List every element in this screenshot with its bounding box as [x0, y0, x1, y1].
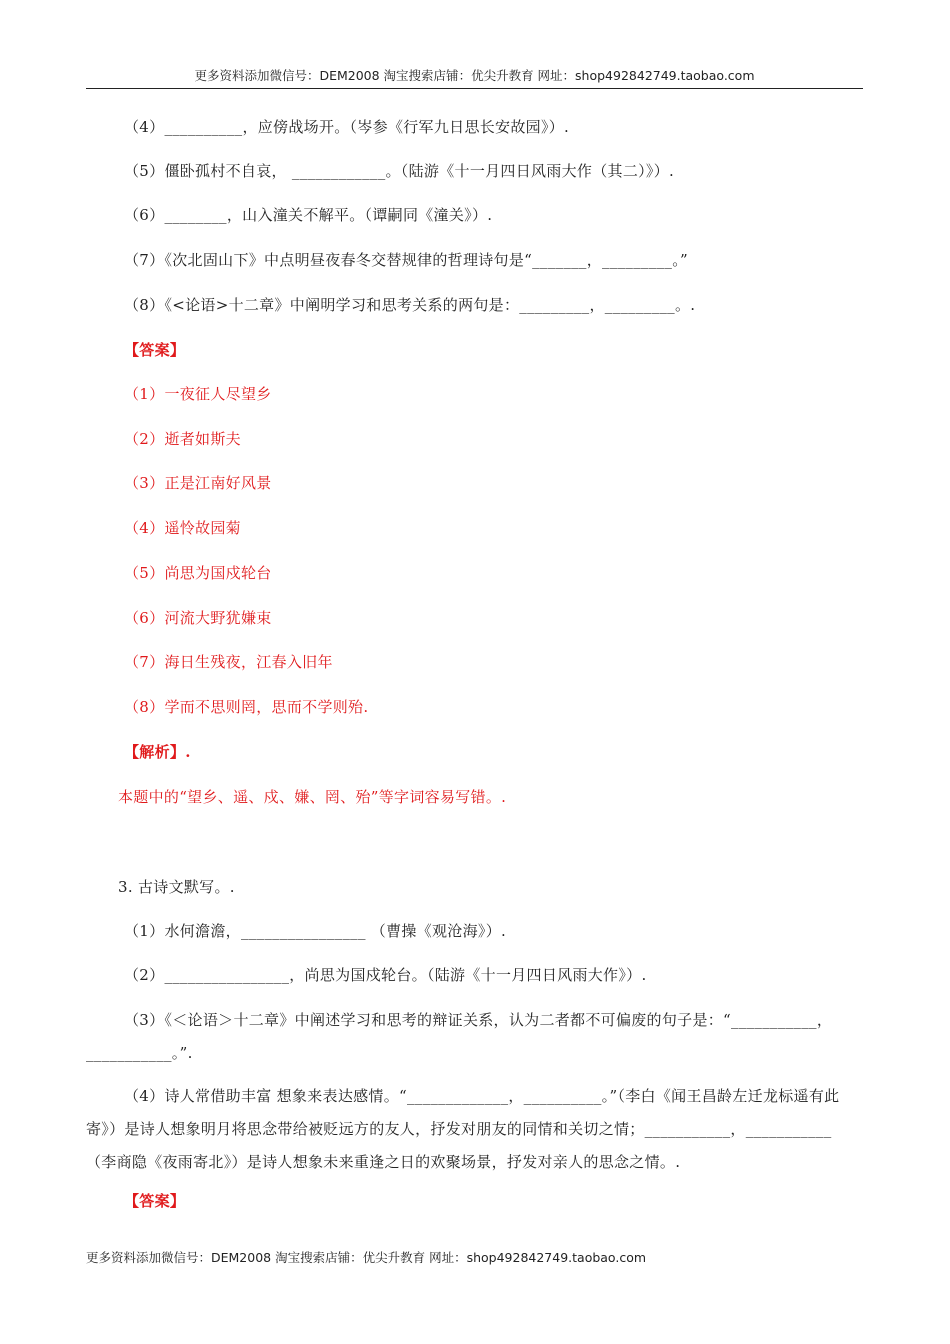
- answer-5: （5）尚思为国戍轮台: [124, 564, 272, 582]
- question-5: （5）僵卧孤村不自哀， ____________。（陆游《十一月四日风雨大作（其二）》）.: [124, 162, 675, 180]
- analysis-label: 【解析】.: [124, 743, 191, 761]
- answer-7: （7）海日生残夜，江春入旧年: [124, 653, 333, 671]
- answer-6: （6）河流大野犹嫌束: [124, 609, 272, 627]
- page-footer: 更多资料添加微信号：DEM2008 淘宝搜索店铺：优尖升教育 网址：shop492842749.taobao.com: [86, 1250, 647, 1265]
- answer-8: （8）学而不思则罔，思而不学则殆.: [124, 698, 369, 716]
- q3-item-1: （1）水何澹澹，________________ （曹操《观沧海》）.: [124, 922, 507, 940]
- question-6: （6）________，山入潼关不解平。（谭嗣同《潼关》）.: [124, 206, 493, 224]
- answer-label-2: 【答案】: [124, 1192, 186, 1210]
- q3-item-3: （3）《＜论语＞十二章》中阐述学习和思考的辩证关系，认为二者都不可偏废的句子是：“___________，___________。”.: [86, 1011, 833, 1062]
- answer-1: （1）一夜征人尽望乡: [124, 385, 272, 403]
- q3-item-4: （4）诗人常借助丰富 想象来表达感情。“_____________，__________。”（李白《闻王昌龄左迁龙标遥有此寄》）是诗人想象明月将思念带给被贬远方的友人，抒发对朋友的同情和关切之情；___________，___________（李商隐《夜雨寄北》）是诗人想象未来重逢之日的欢聚场景，抒发对亲人的思念之情。.: [86, 1087, 840, 1171]
- question-8: （8）《<论语>十二章》中阐明学习和思考关系的两句是：_________，_________。.: [124, 296, 696, 314]
- answer-label: 【答案】: [124, 341, 186, 359]
- question-7: （7）《次北固山下》中点明昼夜春冬交替规律的哲理诗句是“_______，_________。”: [124, 251, 688, 269]
- answer-3: （3）正是江南好风景: [124, 474, 272, 492]
- page-header: 更多资料添加微信号：DEM2008 淘宝搜索店铺：优尖升教育 网址：shop492842749.taobao.com: [86, 66, 863, 89]
- analysis-text: 本题中的“望乡、遥、戍、嫌、罔、殆”等字词容易写错。.: [118, 788, 507, 806]
- q3-title: 3. 古诗文默写。.: [118, 878, 235, 896]
- answer-4: （4）遥怜故园菊: [124, 519, 241, 537]
- answer-2: （2）逝者如斯夫: [124, 430, 241, 448]
- question-4: （4）__________，应傍战场开。（岑参《行军九日思长安故园》）.: [124, 118, 570, 136]
- q3-item-2: （2）________________，尚思为国戍轮台。（陆游《十一月四日风雨大作》）.: [124, 966, 647, 984]
